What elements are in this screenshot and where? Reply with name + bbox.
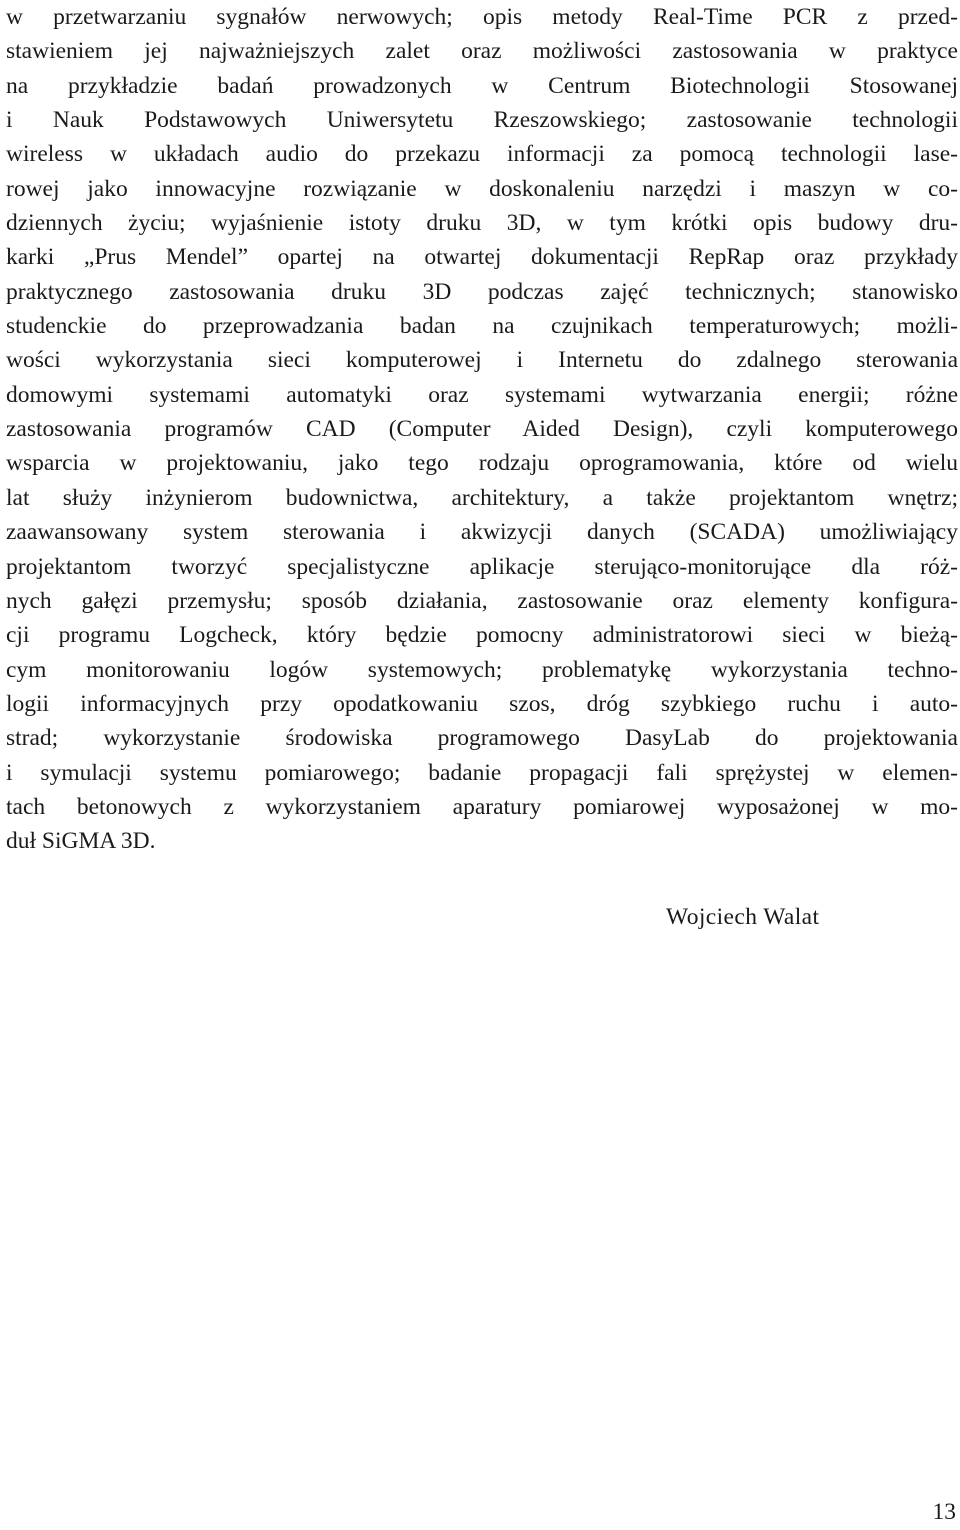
paragraph-line-15: lat służy inżynierom budownictwa, architektury, a także projektantom wnętrz; [6,484,958,511]
page-number: 13 [932,1499,956,1525]
paragraph-line-9: praktycznego zastosowania druku 3D podczas zajęć technicznych; stanowisko [6,278,958,305]
paragraph-line-14: wsparcia w projektowaniu, jako tego rodzaju oprogramowania, które od wielu [6,450,958,477]
paragraph-line-4: i Nauk Podstawowych Uniwersytetu Rzeszowskiego; zastosowanie technologii [6,107,958,134]
paragraph-line-12: domowymi systemami automatyki oraz systemami wytwarzania energii; różne [6,381,958,408]
paragraph-line-19: cji programu Logcheck, który będzie pomocny administratorowi sieci w bieżą- [6,622,958,649]
paragraph-line-23: i symulacji systemu pomiarowego; badanie propagacji fali sprężystej w elemen- [6,759,958,786]
paragraph-line-17: projektantom tworzyć specjalistyczne aplikacje sterująco-monitorujące dla róż- [6,553,958,580]
paragraph-line-2: stawieniem jej najważniejszych zalet oraz możliwości zastosowania w praktyce [6,38,958,65]
paragraph-line-20: cym monitorowaniu logów systemowych; problematykę wykorzystania techno- [6,656,958,683]
paragraph-line-18: nych gałęzi przemysłu; sposób działania, zastosowanie oraz elementy konfigura- [6,587,958,614]
paragraph-line-7: dziennych życiu; wyjaśnienie istoty druku 3D, w tym krótki opis budowy dru- [6,210,958,237]
author-signature: Wojciech Walat [666,904,820,930]
paragraph-line-6: rowej jako innowacyjne rozwiązanie w doskonaleniu narzędzi i maszyn w co- [6,175,958,202]
paragraph-line-8: karki „Prus Mendel” opartej na otwartej dokumentacji RepRap oraz przykłady [6,244,958,271]
paragraph-line-1: w przetwarzaniu sygnałów nerwowych; opis metody Real-Time PCR z przed- [6,4,958,30]
paragraph-line-13: zastosowania programów CAD (Computer Aided Design), czyli komputerowego [6,416,958,443]
paragraph-line-3: na przykładzie badań prowadzonych w Centrum Biotechnologii Stosowanej [6,72,958,99]
paragraph-line-5: wireless w układach audio do przekazu informacji za pomocą technologii lase- [6,141,958,168]
paragraph-line-10: studenckie do przeprowadzania badan na czujnikach temperaturowych; możli- [6,313,958,340]
body-paragraph [6,0,958,859]
paragraph-line-16: zaawansowany system sterowania i akwizycji danych (SCADA) umożliwiający [6,519,958,546]
paragraph-line-25: duł SiGMA 3D. [6,828,156,855]
paragraph-line-11: wości wykorzystania sieci komputerowej i Internetu do zdalnego sterowania [6,347,958,374]
paragraph-line-21: logii informacyjnych przy opodatkowaniu szos, dróg szybkiego ruchu i auto- [6,690,958,717]
paragraph-line-24: tach betonowych z wykorzystaniem aparatury pomiarowej wyposażonej w mo- [6,793,958,820]
paragraph-line-22: strad; wykorzystanie środowiska programowego DasyLab do projektowania [6,725,958,752]
